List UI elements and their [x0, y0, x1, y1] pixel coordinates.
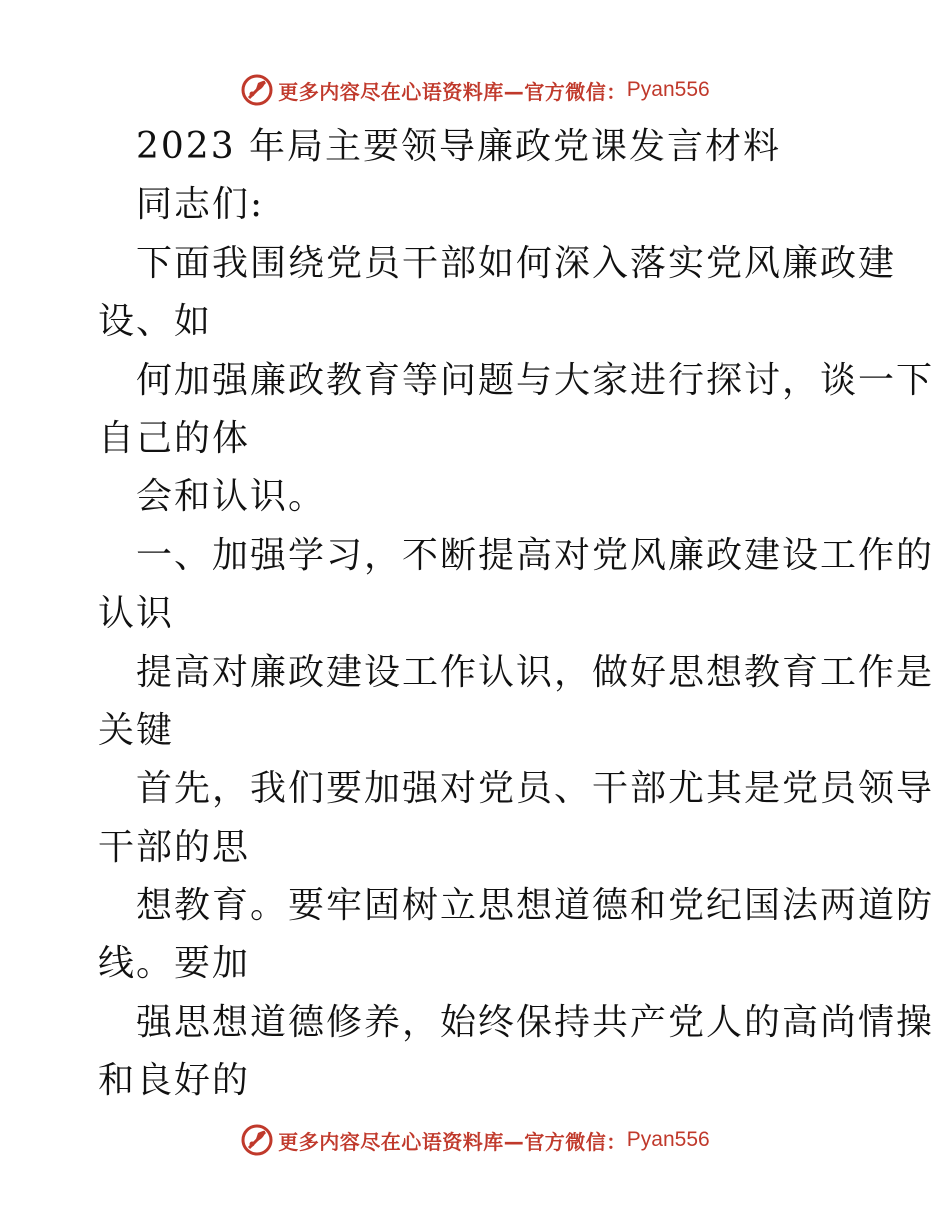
banner-text: 更多内容尽在心语资料库—官方微信： — [278, 79, 627, 104]
section-heading: 一、加强学习，不断提高对党风廉政建设工作的 — [136, 534, 935, 576]
text-line: 设、如 — [98, 301, 213, 343]
quill-logo-icon — [240, 1123, 274, 1157]
banner-text: 更多内容尽在心语资料库—官方微信： — [278, 1129, 627, 1154]
footer-banner — [0, 1120, 950, 1160]
banner-wechat-id: Pyan556 — [626, 1128, 710, 1151]
section-heading-cont: 认识 — [98, 593, 175, 635]
text-line: 会和认识。 — [136, 476, 327, 518]
text-line: 提高对廉政建设工作认识，做好思想教育工作是 — [136, 651, 935, 693]
text-line: 和良好的 — [98, 1060, 251, 1102]
text-line: 关键 — [98, 709, 175, 751]
text-line: 自己的体 — [98, 417, 251, 459]
text-line: 何加强廉政教育等问题与大家进行探讨，谈一下 — [136, 359, 935, 401]
document-title: 2023 年局主要领导廉政党课发言材料 — [136, 126, 782, 167]
text-line: 干部的思 — [98, 826, 251, 868]
salutation: 同志们: — [136, 184, 265, 226]
text-line: 线。要加 — [98, 943, 251, 985]
document-body — [98, 118, 935, 1111]
quill-logo-icon — [240, 73, 274, 107]
banner-wechat-id: Pyan556 — [626, 78, 710, 101]
text-line: 强思想道德修养，始终保持共产党人的高尚情操 — [136, 1001, 935, 1043]
text-line: 下面我围绕党员干部如何深入落实党风廉政建 — [136, 242, 897, 284]
text-line: 想教育。要牢固树立思想道德和党纪国法两道防 — [136, 885, 935, 927]
header-banner — [0, 70, 950, 110]
text-line: 首先，我们要加强对党员、干部尤其是党员领导 — [136, 768, 935, 810]
